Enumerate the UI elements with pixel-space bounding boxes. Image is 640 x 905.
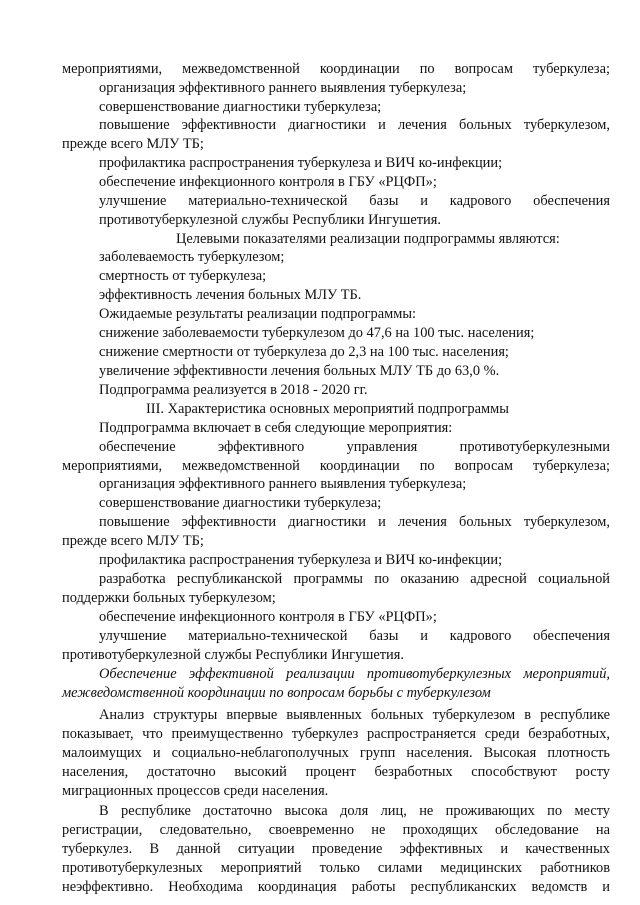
text-line: противотуберкулезной службы Республики Ингушетия. xyxy=(99,212,441,228)
text-line: профилактика распространения туберкулеза и ВИЧ ко-инфекции; xyxy=(99,155,503,171)
text-line: мероприятиями, межведомственной координации по вопросам туберкулеза; xyxy=(62,61,610,77)
section-heading: III. Характеристика основных мероприятий подпрограммы xyxy=(146,401,509,417)
text-line: прежде всего МЛУ ТБ; xyxy=(62,533,204,549)
text-line: Подпрограмма включает в себя следующие мероприятия: xyxy=(99,420,453,436)
text-line: обеспечение инфекционного контроля в ГБУ «РЦФП»; xyxy=(99,174,437,190)
text-line: показывает, что преимущественно туберкулез распространяется среди безработных, xyxy=(62,726,610,742)
text-line: неэффективно. Необходима координация работы республиканских ведомств и xyxy=(62,879,610,895)
text-line: противотуберкулезных мероприятий только силами медицинских работников xyxy=(62,860,610,876)
text-line: противотуберкулезной службы Республики Ингушетия. xyxy=(62,647,404,663)
text-line: регистрации, следовательно, своевременно не проходящих обследование на xyxy=(62,822,610,838)
italic-heading-line: Обеспечение эффективной реализации противотуберкулезных мероприятий, xyxy=(99,666,610,682)
text-line: организация эффективного раннего выявления туберкулеза; xyxy=(99,80,467,96)
text-line: населения, достаточно высокий процент безработных способствуют росту xyxy=(62,764,610,780)
text-line: Подпрограмма реализуется в 2018 - 2020 гг. xyxy=(99,382,368,398)
text-line: профилактика распространения туберкулеза и ВИЧ ко-инфекции; xyxy=(99,552,503,568)
text-line: снижение заболеваемости туберкулезом до 47,6 на 100 тыс. населения; xyxy=(99,325,535,341)
text-line: обеспечение эффективного управления противотуберкулезными xyxy=(99,439,610,455)
text-line: обеспечение инфекционного контроля в ГБУ «РЦФП»; xyxy=(99,609,437,625)
text-line: поддержки больных туберкулезом; xyxy=(62,590,276,606)
text-line: В республике достаточно высока доля лиц, не проживающих по месту xyxy=(99,803,610,819)
text-line: улучшение материально-технической базы и кадрового обеспечения xyxy=(99,193,610,209)
text-line: мероприятиями, межведомственной координации по вопросам туберкулеза; xyxy=(62,458,610,474)
text-line: Целевыми показателями реализации подпрограммы являются: xyxy=(176,231,560,247)
text-line: разработка республиканской программы по оказанию адресной социальной xyxy=(99,571,610,587)
text-line: миграционных процессов среди населения. xyxy=(62,783,329,799)
text-line: прежде всего МЛУ ТБ; xyxy=(62,136,204,152)
text-line: туберкулез. В данной ситуации проведение эффективных и качественных xyxy=(62,841,610,857)
text-line: Ожидаемые результаты реализации подпрограммы: xyxy=(99,306,417,322)
text-line: смертность от туберкулеза; xyxy=(99,268,267,284)
text-line: эффективность лечения больных МЛУ ТБ. xyxy=(99,287,362,303)
text-line: Анализ структуры впервые выявленных больных туберкулезом в республике xyxy=(99,707,610,723)
text-line: заболеваемость туберкулезом; xyxy=(99,249,285,265)
text-line: организация эффективного раннего выявления туберкулеза; xyxy=(99,476,467,492)
italic-heading-line: межведомственной координации по вопросам борьбы с туберкулезом xyxy=(62,685,491,701)
text-line: совершенствование диагностики туберкулеза; xyxy=(99,495,382,511)
text-line: совершенствование диагностики туберкулеза; xyxy=(99,99,382,115)
text-line: повышение эффективности диагностики и лечения больных туберкулезом, xyxy=(99,514,610,530)
text-line: снижение смертности от туберкулеза до 2,3 на 100 тыс. населения; xyxy=(99,344,509,360)
text-line: увеличение эффективности лечения больных МЛУ ТБ до 63,0 %. xyxy=(99,363,500,379)
text-line: улучшение материально-технической базы и кадрового обеспечения xyxy=(99,628,610,644)
text-line: малоимущих и социально-неблагополучных групп населения. Высокая плотность xyxy=(62,745,610,761)
text-line: повышение эффективности диагностики и лечения больных туберкулезом, xyxy=(99,117,610,133)
